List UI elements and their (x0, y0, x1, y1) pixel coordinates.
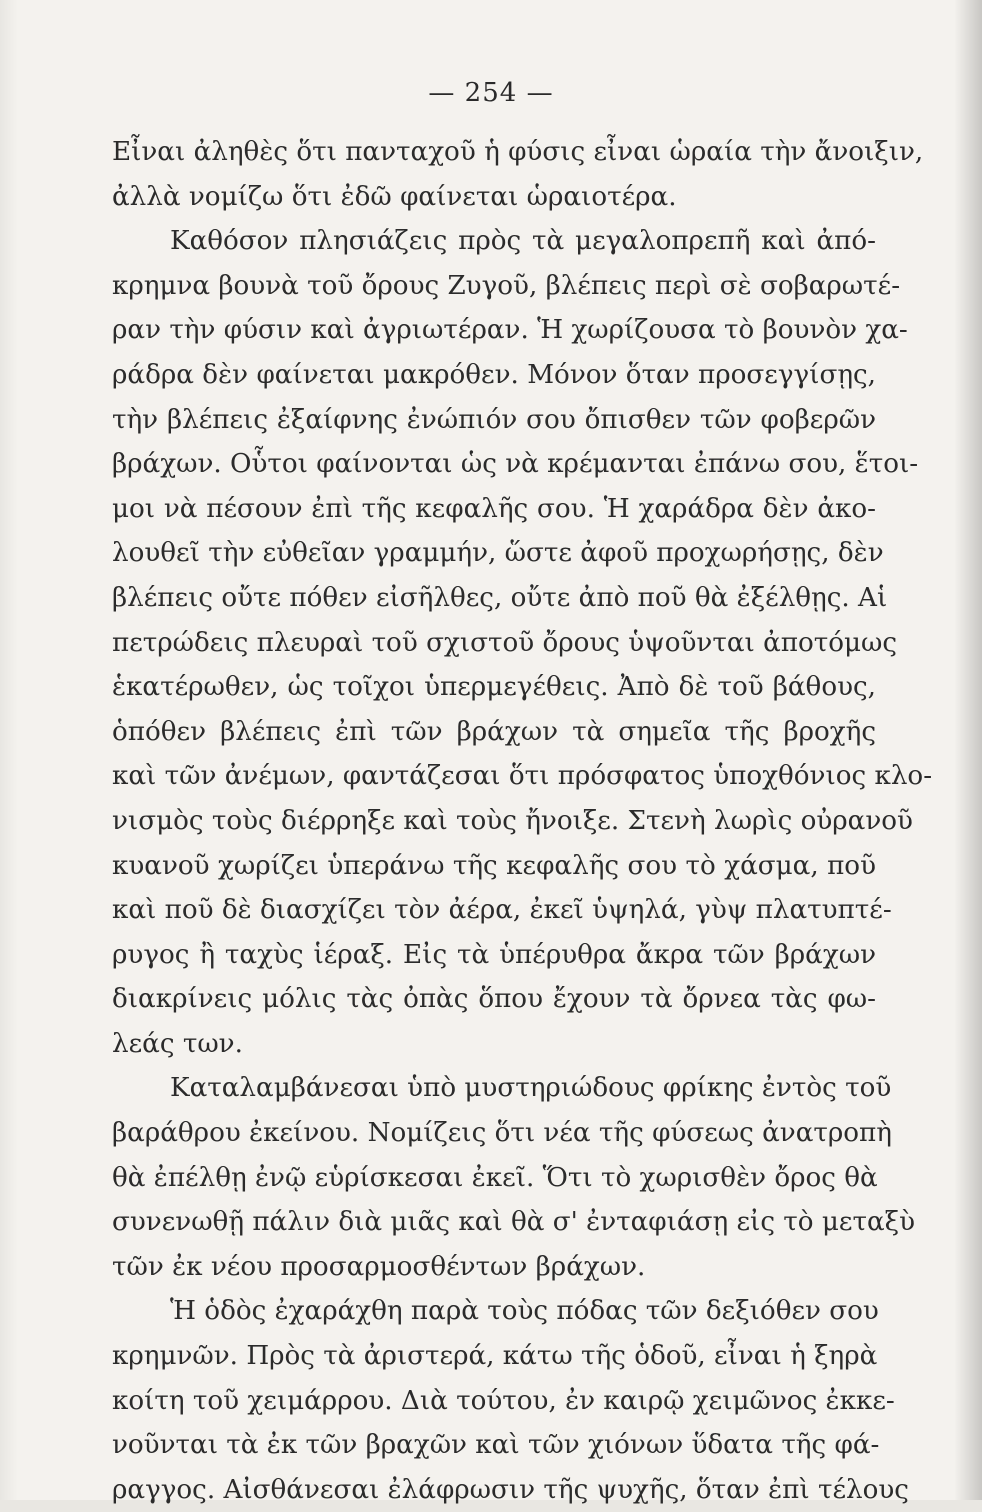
text-line: ραγγος. Αἰσθάνεσαι ἐλάφρωσιν τῆς ψυχῆς, ὅταν ἐπὶ τέλους (112, 1474, 909, 1505)
text-line: Καταλαμβάνεσαι ὑπὸ μυστηριώδους φρίκης ἐντὸς τοῦ (170, 1073, 892, 1104)
text-line: λεάς των. (112, 1028, 243, 1059)
text-line: κρημνῶν. Πρὸς τὰ ἀριστερά, κάτω τῆς ὁδοῦ, εἶναι ἡ ξηρὰ (112, 1341, 878, 1372)
text-line: καὶ ποῦ δὲ διασχίζει τὸν ἀέρα, ἐκεῖ ὑψηλά, γὺψ πλατυπτέ- (112, 895, 892, 926)
text-line: θὰ ἐπέλθῃ ἐνῷ εὑρίσκεσαι ἐκεῖ. Ὅτι τὸ χωρισθὲν ὄρος θὰ (112, 1162, 878, 1193)
text-line: συνενωθῇ πάλιν διὰ μιᾶς καὶ θὰ σ' ἐνταφιάσῃ εἰς τὸ μεταξὺ (112, 1207, 915, 1238)
text-line: ράδρα δὲν φαίνεται μακρόθεν. Μόνον ὅταν προσεγγίσῃς, (112, 359, 876, 390)
text-line: μοι νὰ πέσουν ἐπὶ τῆς κεφαλῆς σου. Ἡ χαράδρα δὲν ἀκο- (112, 493, 876, 524)
text-line: Ἡ ὁδὸς ἐχαράχθη παρὰ τοὺς πόδας τῶν δεξιόθεν σου (170, 1296, 879, 1327)
text-line: Εἶναι ἀληθὲς ὅτι πανταχοῦ ἡ φύσις εἶναι ὡραία τὴν ἄνοιξιν, (112, 137, 924, 167)
text-line: τὴν βλέπεις ἐξαίφνης ἐνώπιόν σου ὄπισθεν τῶν φοβερῶν (112, 404, 876, 435)
text-line: βλέπεις οὔτε πόθεν εἰσῆλθες, οὔτε ἀπὸ ποῦ θὰ ἐξέλθῃς. Αἱ (112, 582, 888, 613)
text-line: νοῦνται τὰ ἐκ τῶν βραχῶν καὶ τῶν χιόνων ὕδατα τῆς φά- (112, 1430, 880, 1461)
page-edge-shade (0, 0, 18, 1500)
text-line: τῶν ἐκ νέου προσαρμοσθέντων βράχων. (112, 1251, 646, 1282)
text-line: διακρίνεις μόλις τὰς ὀπὰς ὅπου ἔχουν τὰ ὄρνεα τὰς φω- (112, 984, 876, 1015)
text-line: ὁπόθεν βλέπεις ἐπὶ τῶν βράχων τὰ σημεῖα τῆς βροχῆς (112, 716, 876, 747)
text-line: ραν τὴν φύσιν καὶ ἀγριωτέραν. Ἡ χωρίζουσα τὸ βουνὸν χα- (112, 315, 908, 346)
body-text (112, 130, 933, 1512)
text-line: λουθεῖ τὴν εὐθεῖαν γραμμήν, ὥστε ἀφοῦ προχωρήσῃς, δὲν (112, 538, 884, 569)
text-line: βράχων. Οὗτοι φαίνονται ὡς νὰ κρέμανται ἐπάνω σου, ἕτοι- (112, 449, 919, 480)
text-line: βαράθρου ἐκείνου. Νομίζεις ὅτι νέα τῆς φύσεως ἀνατροπὴ (112, 1118, 892, 1149)
text-line: Καθόσον πλησιάζεις πρὸς τὰ μεγαλοπρεπῆ καὶ ἀπό- (170, 226, 876, 257)
text-line: κοίτη τοῦ χειμάρρου. Διὰ τούτου, ἐν καιρῷ χειμῶνος ἐκκε- (112, 1385, 895, 1416)
text-line: νισμὸς τοὺς διέρρηξε καὶ τοὺς ἤνοιξε. Στενὴ λωρὶς οὐρανοῦ (112, 805, 913, 836)
text-line: ρυγος ἢ ταχὺς ἱέραξ. Εἰς τὰ ὑπέρυθρα ἄκρα τῶν βράχων (112, 939, 876, 970)
text-line: πετρώδεις πλευραὶ τοῦ σχιστοῦ ὄρους ὑψοῦνται ἀποτόμως (112, 627, 898, 658)
text-line: κυανοῦ χωρίζει ὑπεράνω τῆς κεφαλῆς σου τὸ χάσμα, ποῦ (112, 850, 876, 881)
text-line: ἀλλὰ νομίζω ὅτι ἐδῶ φαίνεται ὡραιοτέρα. (112, 181, 677, 212)
text-line: ἑκατέρωθεν, ὡς τοῖχοι ὑπερμεγέθεις. Ἀπὸ δὲ τοῦ βάθους, (112, 672, 876, 703)
binding-shadow (954, 0, 982, 1500)
text-line: καὶ τῶν ἀνέμων, φαντάζεσαι ὅτι πρόσφατος ὑποχθόνιος κλο- (112, 761, 933, 792)
text-line: κρημνα βουνὰ τοῦ ὄρους Ζυγοῦ, βλέπεις περὶ σὲ σοβαρωτέ- (112, 270, 901, 301)
page-number: — 254 — (428, 78, 554, 108)
